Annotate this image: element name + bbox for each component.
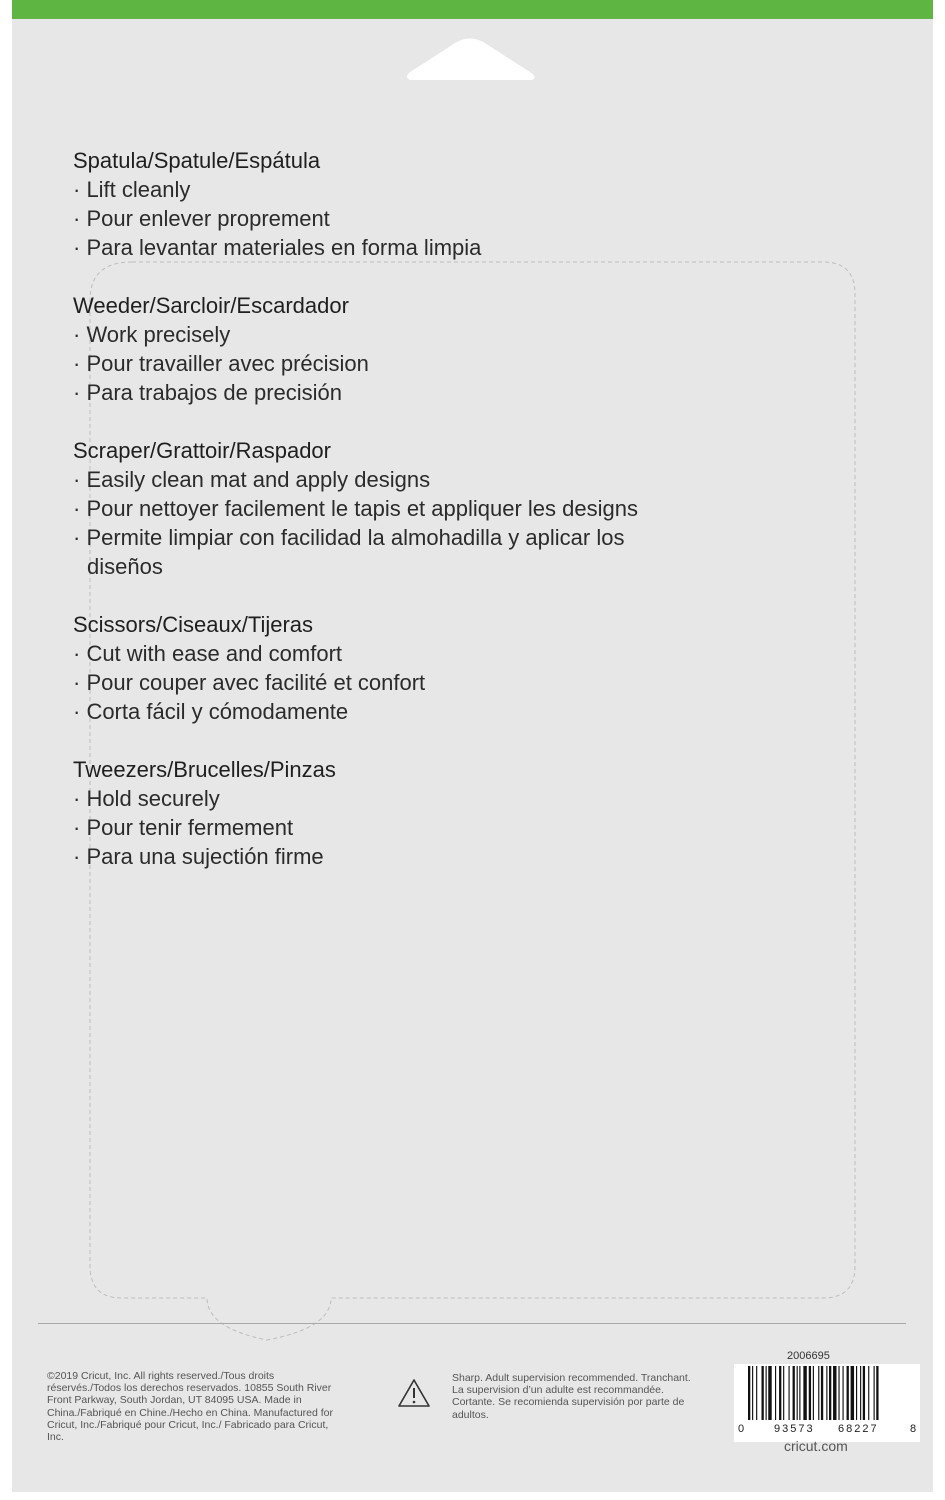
section-title: Scraper/Grattoir/Raspador — [73, 438, 331, 463]
bullet-item: · Cut with ease and comfort — [73, 641, 343, 666]
website-text: cricut.com — [784, 1438, 848, 1454]
bullet-item: · Work precisely — [73, 322, 231, 347]
barcode-bar — [768, 1366, 771, 1420]
barcode-check-digit: 8 — [910, 1423, 917, 1435]
bullet-item: · Hold securely — [73, 786, 220, 811]
barcode-lead-digit: 0 — [738, 1423, 745, 1435]
barcode-bar — [833, 1366, 836, 1420]
section-title: Weeder/Sarcloir/Escardador — [73, 293, 349, 318]
bullet-item: · Pour couper avec facilité et confort — [73, 670, 426, 695]
barcode-bar — [789, 1366, 790, 1420]
sku-number: 2006695 — [787, 1350, 830, 1362]
barcode-bar — [756, 1366, 757, 1420]
section-spatula — [73, 146, 893, 262]
barcode-bar — [813, 1366, 814, 1420]
barcode-right-digits: 68227 — [838, 1423, 879, 1435]
barcode-bar — [851, 1366, 854, 1420]
copyright-text: ©2019 Cricut, Inc. All rights reserved./Tous droits réservés./Todos los derechos reservados. 10855 South River Front Parkway, South Jordan, UT 84095 USA. Made in China./Fabriqué en Chine./Hecho en China. Manufactured for Cricut, Inc./Fabriqué pour Cricut, Inc./ Fabricado para Cricut, Inc. — [47, 1370, 334, 1444]
barcode-bar — [797, 1366, 798, 1420]
barcode-bar — [826, 1366, 827, 1420]
barcode-bar — [748, 1366, 750, 1420]
barcode-bar — [752, 1366, 753, 1420]
section-title: Tweezers/Brucelles/Pinzas — [73, 757, 336, 782]
barcode-bar — [803, 1366, 806, 1420]
section-scraper — [73, 436, 673, 581]
barcode-bar — [838, 1366, 839, 1420]
barcode-bar — [762, 1366, 764, 1420]
barcode-left-digits: 93573 — [774, 1423, 815, 1435]
bullet-item: · Para una sujectión firme — [73, 844, 324, 869]
bullet-item: · Para trabajos de precisión — [73, 380, 343, 405]
safety-warning-text: Sharp. Adult supervision recommended. Tranchant. La supervision d’un adulte est recommandée. Cortante. Se recomienda supervisión por parte de adultos. — [452, 1372, 691, 1421]
barcode-bar — [829, 1366, 831, 1420]
barcode-bar — [766, 1366, 767, 1420]
barcode-bar — [779, 1366, 781, 1420]
warning-triangle-icon — [397, 1378, 431, 1408]
bullet-item: · Pour enlever proprement — [73, 206, 330, 231]
barcode-bar — [876, 1366, 878, 1420]
barcode-bar — [874, 1366, 875, 1420]
bullet-item: · Permite limpiar con facilidad la almohadilla y aplicar los diseños — [73, 525, 625, 579]
section-weeder — [73, 291, 893, 407]
barcode-bar — [847, 1366, 849, 1420]
bullet-item: · Para levantar materiales en forma limpia — [73, 235, 482, 260]
barcode-bar — [821, 1366, 823, 1420]
bullet-item: · Easily clean mat and apply designs — [73, 467, 431, 492]
brand-stripe — [12, 0, 933, 19]
section-title: Scissors/Ciseaux/Tijeras — [73, 612, 314, 637]
barcode-bar — [775, 1366, 776, 1420]
barcode-bar — [818, 1366, 819, 1420]
bullet-item: · Pour tenir fermement — [73, 815, 294, 840]
section-title: Spatula/Spatule/Espátula — [73, 148, 321, 173]
barcode-bar — [860, 1366, 861, 1420]
upc-barcode — [734, 1364, 920, 1442]
bullet-item: · Lift cleanly — [73, 177, 191, 202]
barcode-bar — [783, 1366, 784, 1420]
section-scissors — [73, 610, 893, 726]
barcode-bar — [799, 1366, 800, 1420]
bullet-item: · Pour travailler avec précision — [73, 351, 369, 376]
barcode-bar — [793, 1366, 795, 1420]
barcode-bar — [868, 1366, 869, 1420]
bullet-item: · Pour nettoyer facilement le tapis et appliquer les designs — [73, 496, 638, 521]
bullet-item: · Corta fácil y cómodamente — [73, 699, 349, 724]
section-tweezers — [73, 755, 893, 871]
barcode-bar — [843, 1366, 844, 1420]
barcode-bar — [863, 1366, 865, 1420]
barcode-bar — [856, 1366, 857, 1420]
barcode-bar — [809, 1366, 811, 1420]
packaging-card — [12, 0, 933, 1492]
footer-divider — [38, 1323, 906, 1324]
